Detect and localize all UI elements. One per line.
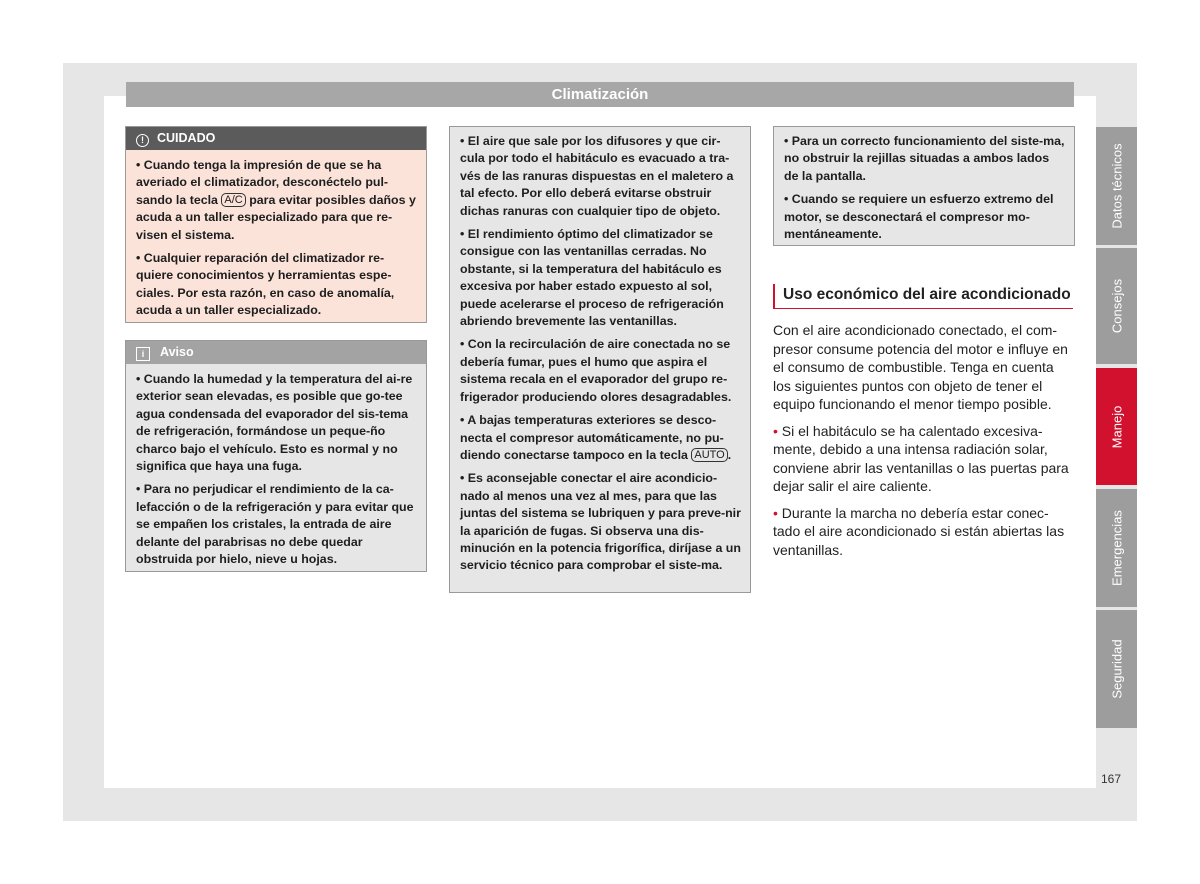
section-bullet-1: • Si el habitáculo se ha calentado excesiva-mente, debido a una intensa radiación solar, conviene abrir las ventanillas o las puertas para dejar salir el aire caliente. — [773, 422, 1069, 494]
aviso-end-box — [773, 126, 1075, 246]
warning-icon: ! — [136, 134, 149, 147]
ac-key-symbol: A/C — [221, 193, 245, 207]
tab-datos-tecnicos[interactable]: Datos técnicos — [1096, 127, 1137, 245]
section-body — [773, 321, 1075, 567]
aviso-box — [125, 340, 427, 572]
col2-paragraph-5: • Es aconsejable conectar el aire acondicio-nado al menos una vez al mes, para que las juntas del sistema se lubriquen y para preve-nir la aparición de fugas. Si observa una dis-minución en la potencia frigorífica, diríjase a un servicio técnico para comprobar el siste-ma. — [460, 471, 741, 573]
aviso-body — [126, 364, 426, 578]
col2-paragraph-1: • El aire que sale por los difusores y que cir-cula por todo el habitáculo es evacuado a tra-vés de las ranuras dispuestas en el maletero a tal efecto. Por ello deberá evitarse obstruir dichas ranuras con cualquier tipo de objeto. — [460, 134, 734, 218]
caution-paragraph-2: • Cualquier reparación del climatizador re-quiere conocimientos y herramientas espe-ciales. Por esta razón, en caso de anomalía, acuda a un taller especializado. — [136, 251, 395, 318]
caution-paragraph-1: • Cuando tenga la impresión de que se ha averiado el climatizador, desconéctelo pul-sando la tecla A/C para evitar posibles daños y acuda a un taller especializado para que re-visen el sistema. — [136, 158, 416, 242]
col2-paragraph-4: • A bajas temperaturas exteriores se desco-necta el compresor automáticamente, no pu-diendo conectarse tampoco en la tecla AUTO . — [460, 413, 732, 462]
aviso-paragraph-1: • Cuando la humedad y la temperatura del ai-re exterior sean elevadas, es posible que go-tee agua condensada del evaporador del sis-tema de refrigeración, formándose un peque-ño charco bajo el vehículo. Esto es normal y no significa que haya una fuga. — [136, 372, 413, 474]
aviso-continued-body — [450, 127, 750, 585]
tab-emergencias[interactable]: Emergencias — [1096, 489, 1137, 607]
page-header-title: Climatización — [126, 82, 1074, 107]
col2-paragraph-3: • Con la recirculación de aire conectada no se debería fumar, pues el humo que aspira el sistema recala en el evaporador del grupo re-frigerador produciendo olores desagradables. — [460, 337, 732, 404]
section-bullet-2: • Durante la marcha no debería estar conec-tado el aire acondicionado si están abiertas las ventanillas. — [773, 504, 1065, 558]
tab-manejo[interactable]: Manejo — [1096, 368, 1137, 485]
section-title: Uso económico del aire acondicionado — [773, 284, 1073, 309]
caution-title: CUIDADO — [157, 131, 216, 145]
info-icon: i — [136, 347, 150, 361]
col2-paragraph-2: • El rendimiento óptimo del climatizador se consigue con las ventanillas cerradas. No obstante, si la temperatura del habitáculo es excesiva por haber estado expuesto al sol, puede acelerarse el proceso de refrigeración abriendo brevemente las ventanillas. — [460, 227, 724, 329]
col3-box-paragraph-1: • Para un correcto funcionamiento del siste-ma, no obstruir la rejillas situadas a ambos lados de la pantalla. — [784, 134, 1065, 183]
section-intro: Con el aire acondicionado conectado, el com-presor consume potencia del motor e influye en el consumo de combustible. Tenga en cuenta los siguientes puntos con objeto de tener el equipo funcionando el menor tiempo posible. — [773, 322, 1068, 412]
tab-seguridad[interactable]: Seguridad — [1096, 610, 1137, 728]
caution-body — [126, 150, 426, 330]
caution-box — [125, 126, 427, 323]
page-number: 167 — [1100, 772, 1122, 786]
red-bullet-icon: • — [773, 504, 778, 521]
tab-consejos[interactable]: Consejos — [1096, 248, 1137, 364]
col3-box-paragraph-2: • Cuando se requiere un esfuerzo extremo del motor, se desconectará el compresor mo-mentáneamente. — [784, 192, 1054, 242]
aviso-continued-box — [449, 126, 751, 593]
aviso-end-body — [774, 127, 1074, 253]
red-bullet-icon: • — [773, 422, 778, 439]
auto-key-symbol: AUTO — [691, 448, 727, 462]
aviso-header — [126, 341, 426, 364]
caution-header — [126, 127, 426, 150]
aviso-title: Aviso — [160, 345, 194, 359]
aviso-paragraph-2: • Para no perjudicar el rendimiento de la ca-lefacción o de la refrigeración y para evitar que se empañen los cristales, la entrada de aire delante del parabrisas no debe quedar obstruida por hielo, nieve u hojas. — [136, 482, 414, 567]
